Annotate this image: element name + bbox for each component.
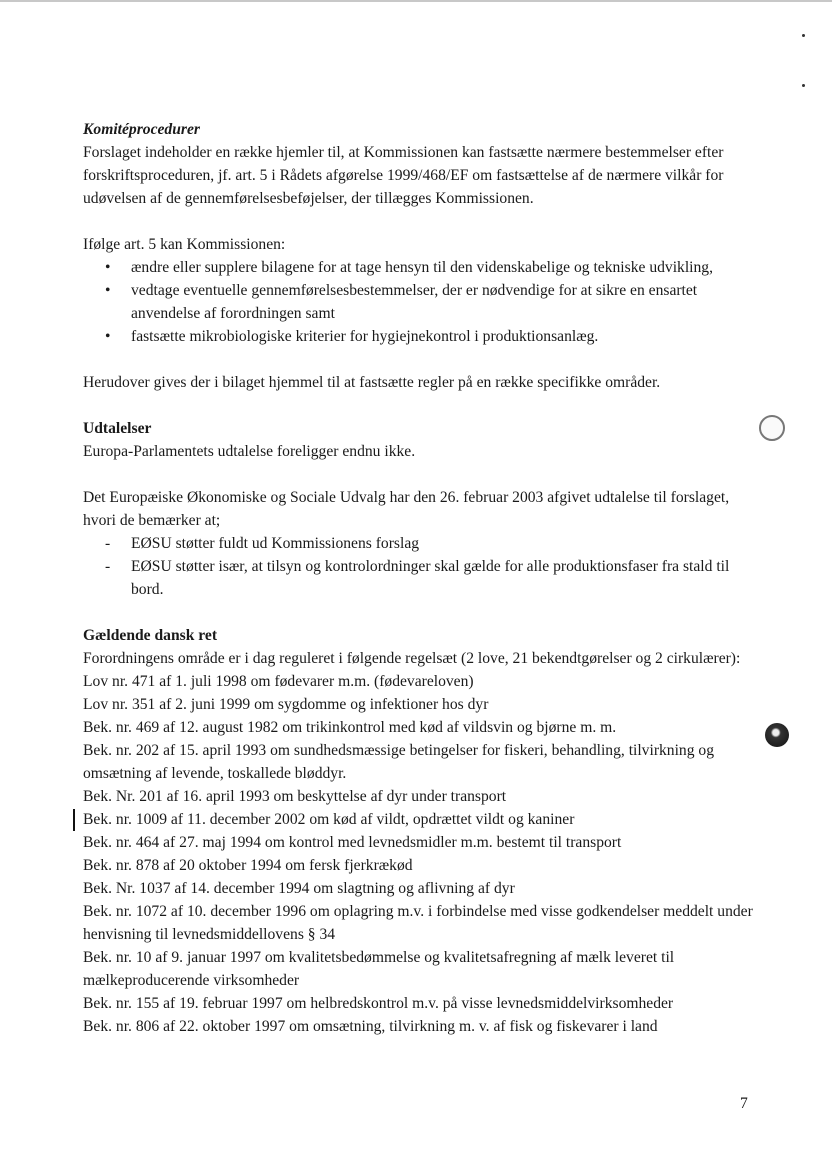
regulation-entry: Bek. Nr. 1037 af 14. december 1994 om slagtning og aflivning af dyr [83, 880, 515, 897]
top-edge-line [0, 0, 832, 2]
regulation-entry: Bek. nr. 878 af 20 oktober 1994 om fersk fjerkrækød [83, 857, 413, 874]
regulation-entry-changed: Bek. nr. 1009 af 11. december 2002 om kød af vildt, opdrættet vildt og kaniner [83, 808, 763, 831]
dash-icon: - [105, 535, 111, 552]
regulation-entry: Bek. nr. 464 af 27. maj 1994 om kontrol med levnedsmidler m.m. bestemt til transport [83, 834, 622, 851]
dash-list [83, 532, 763, 601]
section-heading-gaeldende-dansk-ret: Gældende dansk ret [83, 627, 218, 644]
scan-speck [802, 34, 805, 37]
regulation-entry: Bek. nr. 202 af 15. april 1993 om sundhedsmæssige betingelser for fiskeri, behandling, tilvirkning og omsætning af levende, toskallede bløddyr. [83, 742, 715, 782]
regulation-entry: Bek. nr. 155 af 19. februar 1997 om helbredskontrol m.v. på visse levnedsmiddelvirksomheder [83, 995, 674, 1012]
regulation-entry: Bek. nr. 469 af 12. august 1982 om trikinkontrol med kød af vildsvin og bjørne m. m. [83, 719, 617, 736]
change-bar [73, 809, 75, 831]
bullet-icon: • [105, 259, 111, 276]
list-item: • ændre eller supplere bilagene for at tage hensyn til den videnskabelige og tekniske udvikling, [83, 256, 763, 279]
regulation-entry: Bek. nr. 1072 af 10. december 1996 om oplagring m.v. i forbindelse med visse godkendelser meddelt under henvisning til levnedsmiddellovens § 34 [83, 903, 753, 943]
regulation-entry: Bek. nr. 10 af 9. januar 1997 om kvalitetsbedømmelse og kvalitetsafregning af mælk leveret til mælkeproducerende virksomheder [83, 949, 675, 989]
bullet-icon: • [105, 282, 111, 299]
list-item: - EØSU støtter især, at tilsyn og kontrolordninger skal gælde for alle produktionsfaser fra stald til bord. [83, 555, 763, 601]
regulation-entry: Lov nr. 351 af 2. juni 1999 om sygdomme og infektioner hos dyr [83, 696, 489, 713]
bullet-icon: • [105, 328, 111, 345]
paragraph: Europa-Parlamentets udtalelse foreligger endnu ikke. [83, 443, 416, 460]
bullet-list [83, 256, 763, 348]
section-heading-komiteprocedurer: Komitéprocedurer [83, 121, 200, 138]
paragraph: Det Europæiske Økonomiske og Sociale Udvalg har den 26. februar 2003 afgivet udtalelse til forslaget, hvori de bemærker at; [83, 489, 730, 529]
paragraph: Herudover gives der i bilaget hjemmel til at fastsætte regler på en række specifikke områder. [83, 374, 661, 391]
regulation-entry: Lov nr. 471 af 1. juli 1998 om fødevarer m.m. (fødevareloven) [83, 673, 474, 690]
regulation-entry: Bek. nr. 806 af 22. oktober 1997 om omsætning, tilvirkning m. v. af fisk og fiskevarer i land [83, 1018, 658, 1035]
punch-hole-icon [765, 723, 789, 747]
list-item: • fastsætte mikrobiologiske kriterier for hygiejnekontrol i produktionsanlæg. [83, 325, 763, 348]
list-item: - EØSU støtter fuldt ud Kommissionens forslag [83, 532, 763, 555]
scan-speck [802, 84, 805, 87]
paragraph: Forslaget indeholder en række hjemler til, at Kommissionen kan fastsætte nærmere bestemmelser efter forskriftsproceduren, jf. art. 5 i Rådets afgørelse 1999/468/EF om fastsættelse af de nærmere vilkår for udøvelsen af de gennemførelsesbeføjelser, der tillægges Kommissionen. [83, 144, 724, 207]
document-body [83, 118, 763, 1038]
paragraph: Ifølge art. 5 kan Kommissionen: [83, 236, 286, 253]
dash-icon: - [105, 558, 111, 575]
list-item: • vedtage eventuelle gennemførelsesbestemmelser, der er nødvendige for at sikre en ensartet anvendelse af forordningen samt [83, 279, 763, 325]
paragraph: Forordningens område er i dag reguleret i følgende regelsæt (2 love, 21 bekendtgørelser og 2 cirkulærer): [83, 650, 741, 667]
section-heading-udtalelser: Udtalelser [83, 420, 152, 437]
regulation-entry: Bek. Nr. 201 af 16. april 1993 om beskyttelse af dyr under transport [83, 788, 507, 805]
page-number: 7 [740, 1095, 748, 1112]
